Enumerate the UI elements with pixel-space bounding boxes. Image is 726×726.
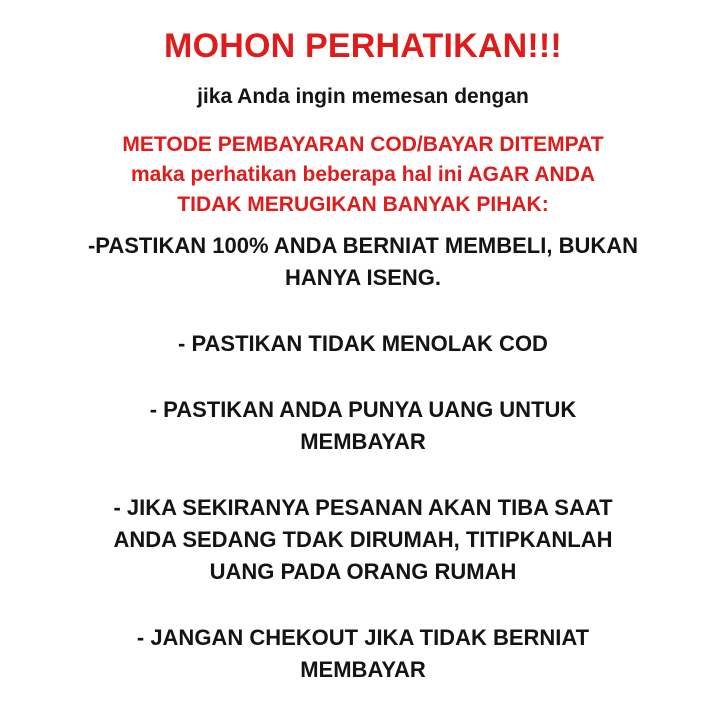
rule-line: - PASTIKAN ANDA PUNYA UANG UNTUK (149, 397, 577, 422)
rule-item (53, 492, 673, 588)
notice-title: MOHON PERHATIKAN!!! (164, 27, 562, 65)
rule-item (53, 328, 673, 360)
rule-item (53, 622, 673, 686)
rules-list (0, 230, 726, 686)
rule-line: HANYA ISENG. (284, 265, 442, 290)
rule-line: - PASTIKAN TIDAK MENOLAK COD (178, 331, 548, 356)
warning-line: TIDAK MERUGIKAN BANYAK PIHAK: (177, 193, 549, 216)
rule-line: UANG PADA ORANG RUMAH (209, 559, 517, 584)
rule-line: - JANGAN CHEKOUT JIKA TIDAK BERNIAT (136, 625, 590, 650)
warning-line: METODE PEMBAYARAN COD/BAYAR DITEMPAT (122, 133, 604, 156)
rule-line: MEMBAYAR (300, 429, 426, 454)
rule-line: ANDA SEDANG TDAK DIRUMAH, TITIPKANLAH (113, 527, 613, 552)
rule-line: - JIKA SEKIRANYA PESANAN AKAN TIBA SAAT (113, 495, 613, 520)
payment-warning (0, 130, 726, 220)
warning-line: maka perhatikan beberapa hal ini AGAR ANDA (130, 163, 596, 186)
rule-line: MEMBAYAR (300, 657, 426, 682)
rule-item (53, 394, 673, 458)
rule-line: -PASTIKAN 100% ANDA BERNIAT MEMBELI, BUKAN (87, 233, 639, 258)
rule-item (23, 230, 703, 294)
notice-intro: jika Anda ingin memesan dengan (197, 85, 529, 108)
